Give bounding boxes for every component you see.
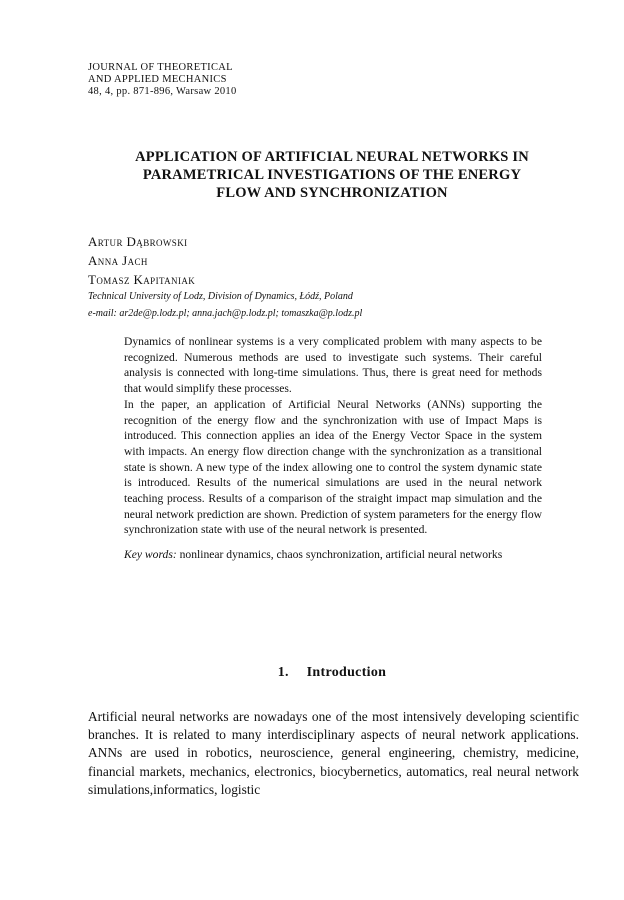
author-name: Tomasz Kapitaniak <box>88 272 196 287</box>
journal-header <box>88 62 237 98</box>
affiliation: Technical University of Lodz, Division of Dynamics, Łódź, Poland <box>88 291 353 302</box>
title-line-2: PARAMETRICAL INVESTIGATIONS OF THE ENERGY <box>142 167 522 183</box>
body-text <box>88 708 579 799</box>
title-line-3: FLOW AND SYNCHRONIZATION <box>216 185 448 201</box>
section-title: Introduction <box>306 665 387 680</box>
author-name: Anna Jach <box>88 253 148 268</box>
abstract-paragraph: Dynamics of nonlinear systems is a very complicated problem with many aspects to be recognized. Numerous methods are used to investigate such systems. Their careful analysis is connected with long-time simulations. Thus, there is great need for methods that would simplify these processes. <box>124 335 542 396</box>
keywords <box>124 547 542 563</box>
section-heading <box>88 665 576 681</box>
author-emails: e-mail: ar2de@p.lodz.pl; anna.jach@p.lodz.pl; tomaszka@p.lodz.pl <box>88 308 363 319</box>
journal-issue-info: 48, 4, pp. 871-896, Warsaw 2010 <box>88 86 237 97</box>
abstract-paragraph: In the paper, an application of Artificial Neural Networks (ANNs) supporting the recognition of the energy flow and the synchronization with use of Impact Maps is introduced. This connection applies an idea of the Energy Vector Space in the system with impacts. An energy flow direction change with the synchronization as a transitional state is shown. A new type of the index allowing one to control the system dynamic state is introduced. Results of the numerical simulations are used in the neural network teaching process. Results of a comparison of the straight impact map simulation and the neural network prediction are shown. Prediction of system parameters for the energy flow synchronization state with use of the neural network is presented. <box>124 397 542 537</box>
journal-name-line-1: JOURNAL OF THEORETICAL <box>88 62 233 73</box>
section-number: 1. <box>277 665 289 680</box>
keywords-label: Key words: <box>124 548 177 562</box>
journal-name-line-2: AND APPLIED MECHANICS <box>88 74 227 85</box>
abstract <box>124 334 542 563</box>
keywords-list: nonlinear dynamics, chaos synchronization, artificial neural networks <box>179 548 503 562</box>
paper-title <box>88 148 576 202</box>
affiliation-block <box>88 288 362 322</box>
body-paragraph: Artificial neural networks are nowadays one of the most intensively developing scientific branches. It is related to many interdisciplinary aspects of neural network applications. ANNs are used in robotics, neuroscience, general engineering, chemistry, medicine, financial markets, mechanics, electronics, biocybernetics, automatics, real neural network simulations,informatics, logistic <box>88 709 579 797</box>
author-name: Artur Dąbrowski <box>88 234 188 249</box>
title-line-1: APPLICATION OF ARTIFICIAL NEURAL NETWORKS IN <box>135 149 529 165</box>
author-list <box>88 232 195 289</box>
